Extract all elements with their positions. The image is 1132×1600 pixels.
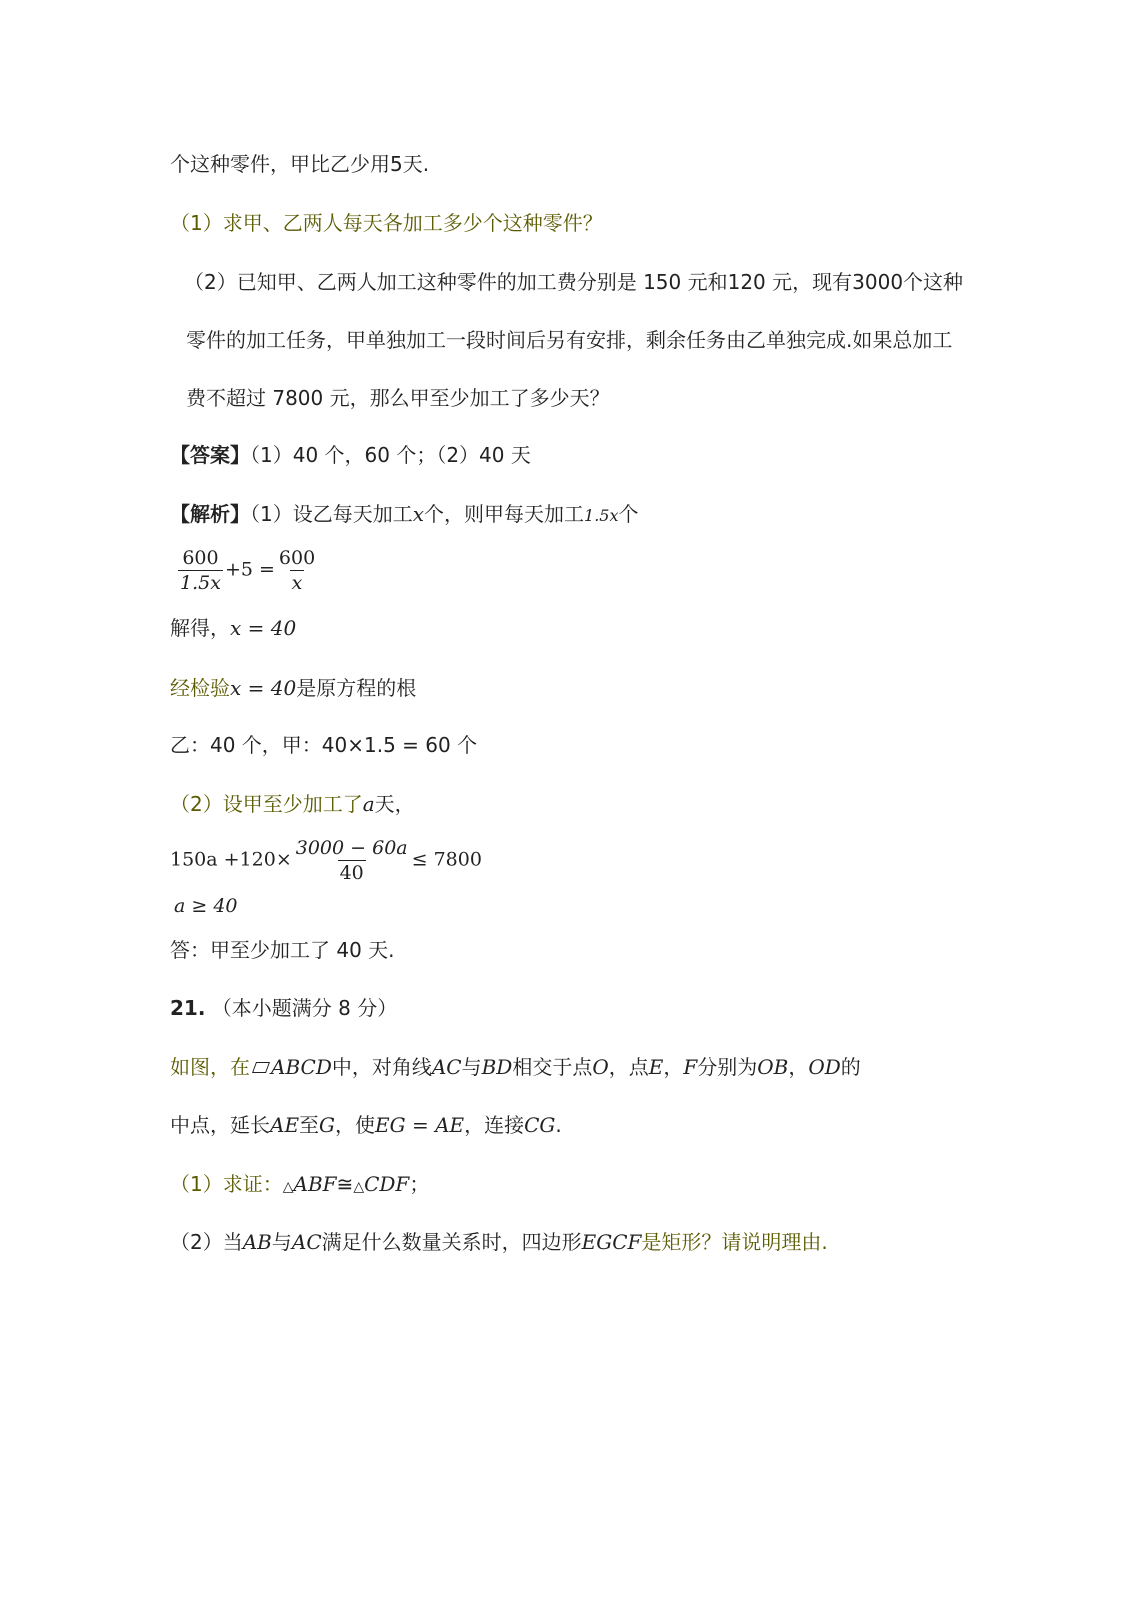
q21-text: ，连接 xyxy=(464,1113,525,1137)
question-part-2-line-2: 零件的加工任务，甲单独加工一段时间后另有安排，剩余任务由乙单独完成.如果总加工 xyxy=(186,328,953,352)
question-part-2-line-1: （2）已知甲、乙两人加工这种零件的加工费分别是 150 元和120 元，现有3000个这种 xyxy=(184,270,964,294)
analysis-text-b: 个，则甲每天加工 xyxy=(424,502,585,526)
answer-text: （1）40 个，60 个；（2）40 天 xyxy=(250,443,531,467)
triangle-icon: △ xyxy=(353,1179,365,1195)
question-21-part-1 xyxy=(170,1170,429,1201)
analysis-line xyxy=(170,500,638,530)
inequality-left: 150a +120× xyxy=(170,848,292,871)
q21-text: 如图，在 xyxy=(170,1055,250,1079)
q21-text: 满足什么数量关系时，四边形 xyxy=(321,1230,582,1254)
q21-ab: AB xyxy=(242,1230,272,1254)
question-part-2-line-3: 费不超过 7800 元，那么甲至少加工了多少天？ xyxy=(186,386,610,410)
q21-text: 与 xyxy=(271,1230,292,1254)
check-line xyxy=(170,674,416,702)
q21-text: ， xyxy=(788,1055,809,1079)
q21-text: 相交于点 xyxy=(512,1055,593,1079)
q21-abf: ABF xyxy=(293,1172,337,1196)
q21-text: （1）求证： xyxy=(170,1172,283,1196)
q21-e: E xyxy=(648,1055,664,1079)
q21-text: （2）当 xyxy=(170,1230,243,1254)
q21-g: G xyxy=(319,1113,336,1137)
question-21-line-1 xyxy=(170,1053,861,1081)
check-text-b: 是原方程的根 xyxy=(296,676,417,700)
equation-1-middle: +5 = xyxy=(224,558,275,581)
q21-cdf: CDF xyxy=(364,1172,410,1196)
inequality xyxy=(170,836,482,885)
q21-text: ； xyxy=(409,1172,430,1196)
q21-text: 中，对角线 xyxy=(331,1055,432,1079)
check-text-a: 经检验 xyxy=(170,676,230,700)
q21-f: F xyxy=(683,1055,698,1079)
q21-ac: AC xyxy=(291,1230,322,1254)
equation-1 xyxy=(176,546,319,595)
q21-bd: BD xyxy=(481,1055,513,1079)
inequality-result: a ≥ 40 xyxy=(174,895,238,917)
q21-cg: CG xyxy=(524,1113,556,1137)
equation-1-fraction-1: $\frac{600}{1.5x}$ xyxy=(180,547,221,594)
q21-ae: AE xyxy=(270,1113,300,1137)
analysis-var-x: x xyxy=(412,502,425,526)
solve-line xyxy=(170,614,296,642)
part-2-setup xyxy=(170,790,415,818)
q21-o: O xyxy=(592,1055,609,1079)
q21-congruent: ≅ xyxy=(336,1172,354,1196)
check-equation: x = 40 xyxy=(230,676,297,700)
analysis-text-a: （1）设乙每天加工 xyxy=(250,502,413,526)
q21-eg-eq-ae: EG = AE xyxy=(375,1113,465,1137)
equation-1-fraction-2: $\frac{600}{x}$ xyxy=(278,547,316,594)
q21-abcd: ABCD xyxy=(271,1055,332,1079)
question-21-number: 21. xyxy=(170,996,206,1020)
final-answer: 答：甲至少加工了 40 天. xyxy=(170,938,395,962)
q21-text: 至 xyxy=(299,1113,320,1137)
q21-text: 与 xyxy=(461,1055,482,1079)
text-line-1: 个这种零件，甲比乙少用5天. xyxy=(170,152,430,176)
solve-equation: x = 40 xyxy=(230,616,297,640)
q21-ob: OB xyxy=(757,1055,789,1079)
answer-tag: 【答案】 xyxy=(170,443,250,467)
q21-text: ，点 xyxy=(608,1055,649,1079)
solve-label: 解得， xyxy=(170,616,230,640)
question-part-1: （1）求甲、乙两人每天各加工多少个这种零件？ xyxy=(170,211,603,235)
part-2-text-b: 天， xyxy=(374,792,415,816)
part-2-var-a: a xyxy=(362,792,375,816)
triangle-icon: △ xyxy=(282,1179,294,1195)
q21-text: 的 xyxy=(840,1055,861,1079)
question-21-line-2 xyxy=(170,1111,562,1139)
analysis-var-15x: 1.5x xyxy=(584,506,619,525)
q21-egcf: EGCF xyxy=(581,1230,642,1254)
q21-text: ， xyxy=(663,1055,684,1079)
q21-text: 分别为 xyxy=(697,1055,758,1079)
question-21-header xyxy=(170,994,397,1022)
parallelogram-icon xyxy=(252,1062,270,1073)
question-21-part-2 xyxy=(170,1228,828,1256)
answer-line xyxy=(170,441,531,469)
inequality-fraction: $\frac{3000 - 60a}{40}$ xyxy=(295,837,408,884)
part-2-text-a: （2）设甲至少加工了 xyxy=(170,792,363,816)
question-21-title: （本小题满分 8 分） xyxy=(211,996,398,1020)
q21-text: 中点，延长 xyxy=(170,1113,270,1137)
result-line: 乙：40 个，甲：40×1.5 = 60 个 xyxy=(170,733,478,757)
q21-ac: AC xyxy=(431,1055,462,1079)
q21-od: OD xyxy=(808,1055,841,1079)
analysis-text-c: 个 xyxy=(618,502,639,526)
analysis-tag: 【解析】 xyxy=(170,502,250,526)
inequality-right: ≤ 7800 xyxy=(411,848,482,871)
q21-text: 是矩形？请说明理由. xyxy=(641,1230,828,1254)
q21-text: . xyxy=(555,1113,562,1137)
q21-text: ，使 xyxy=(335,1113,376,1137)
